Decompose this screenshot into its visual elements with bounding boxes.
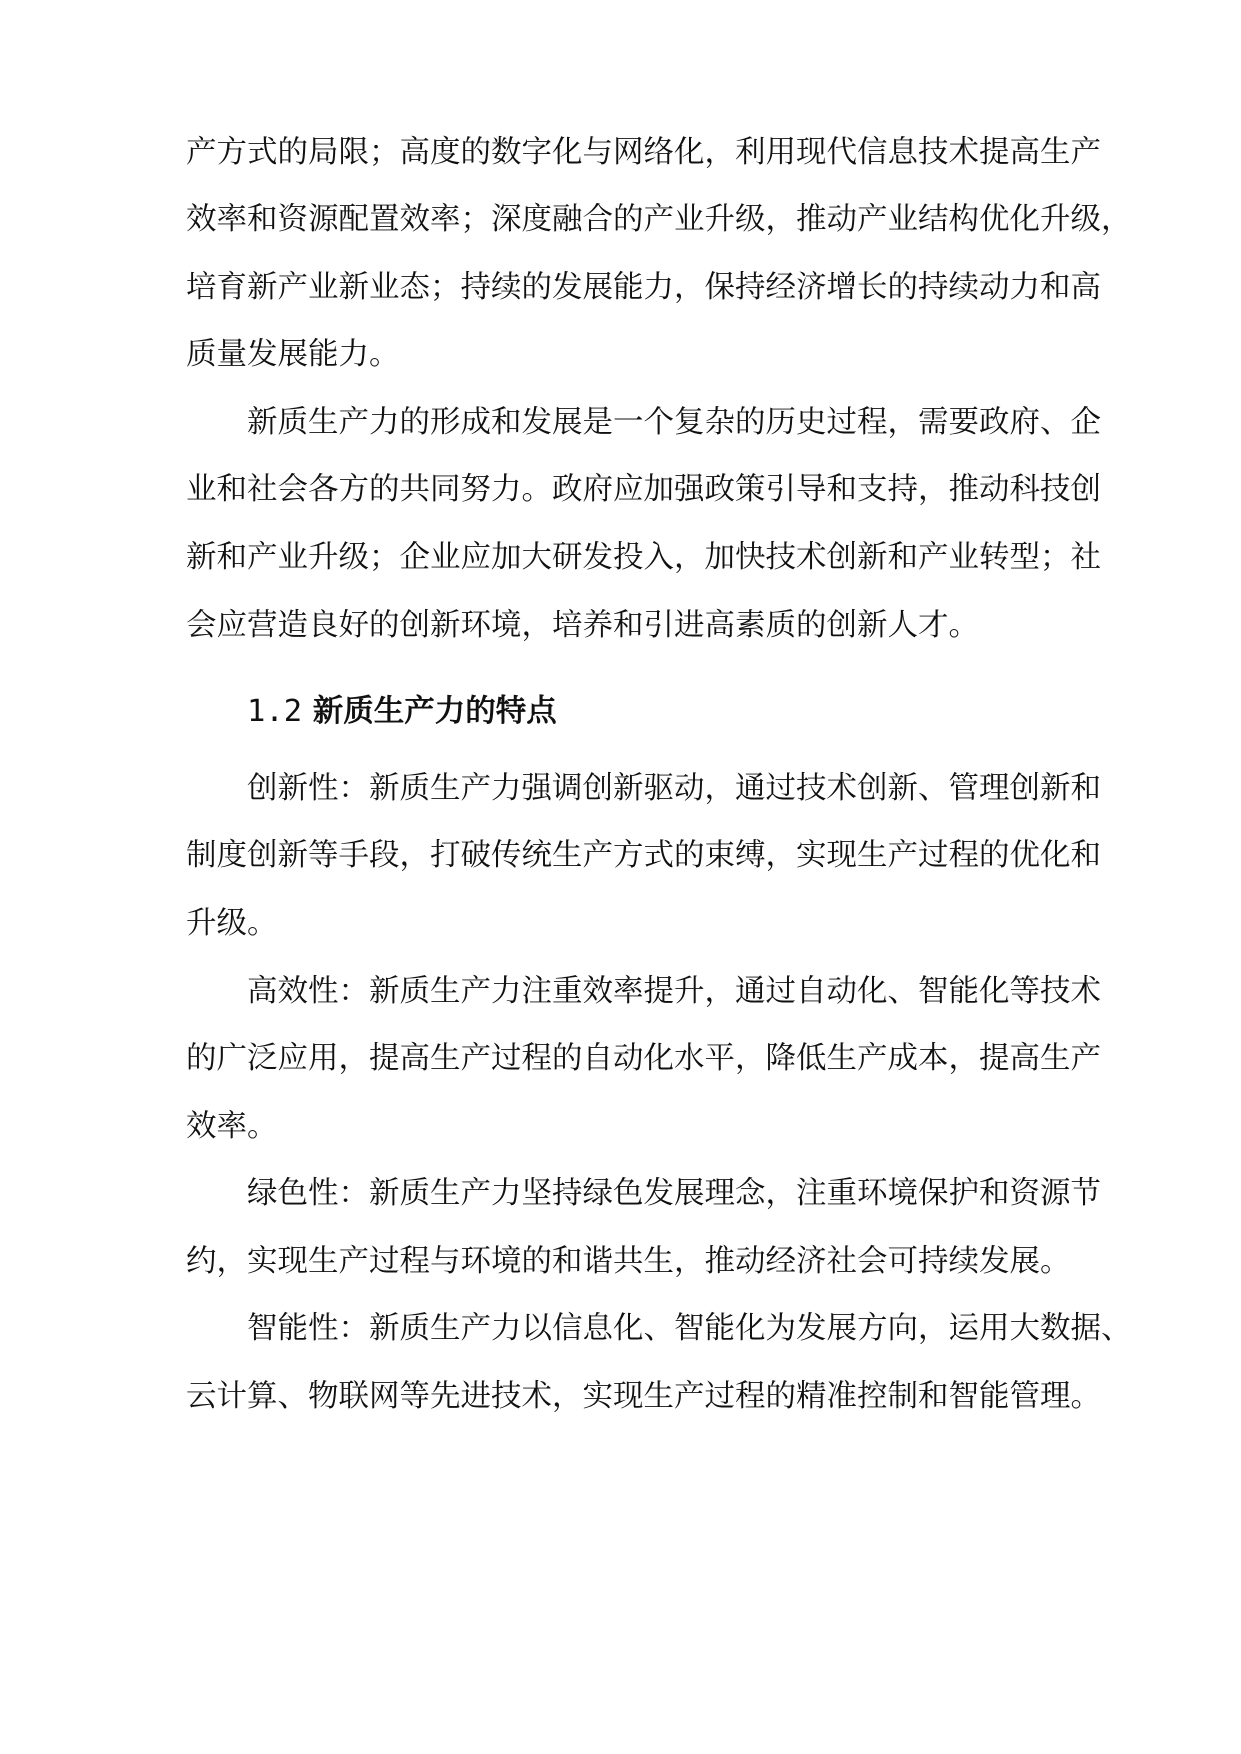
section-number: 1.2 — [247, 694, 303, 729]
section-heading — [247, 692, 557, 732]
green-line1: 绿色性：新质生产力坚持绿色发展理念，注重环境保护和资源节 — [247, 1176, 1101, 1211]
intelligent-line1: 智能性：新质生产力以信息化、智能化为发展方向，运用大数据、 — [247, 1311, 1132, 1346]
efficiency-line3: 效率。 — [186, 1109, 278, 1144]
para1-line3: 培育新产业新业态；持续的发展能力，保持经济增长的持续动力和高 — [186, 270, 1101, 305]
para2-line4: 会应营造良好的创新环境，培养和引进高素质的创新人才。 — [186, 608, 979, 643]
innovation-line1: 创新性：新质生产力强调创新驱动，通过技术创新、管理创新和 — [247, 771, 1101, 806]
innovation-line2: 制度创新等手段，打破传统生产方式的束缚，实现生产过程的优化和 — [186, 838, 1101, 873]
section-title: 新质生产力的特点 — [312, 694, 557, 729]
innovation-line3: 升级。 — [186, 906, 278, 941]
para2-line2: 业和社会各方的共同努力。政府应加强政策引导和支持，推动科技创 — [186, 472, 1101, 507]
para1-line1: 产方式的局限；高度的数字化与网络化，利用现代信息技术提高生产 — [186, 135, 1101, 170]
para2-line3: 新和产业升级；企业应加大研发投入，加快技术创新和产业转型；社 — [186, 540, 1101, 575]
green-line2: 约，实现生产过程与环境的和谐共生，推动经济社会可持续发展。 — [186, 1244, 1071, 1279]
para1-line4: 质量发展能力。 — [186, 337, 400, 372]
efficiency-line2: 的广泛应用，提高生产过程的自动化水平，降低生产成本，提高生产 — [186, 1041, 1101, 1076]
efficiency-line1: 高效性：新质生产力注重效率提升，通过自动化、智能化等技术 — [247, 974, 1101, 1009]
para2-line1: 新质生产力的形成和发展是一个复杂的历史过程，需要政府、企 — [247, 405, 1101, 440]
intelligent-line2: 云计算、物联网等先进技术，实现生产过程的精准控制和智能管理。 — [186, 1379, 1101, 1414]
para1-line2: 效率和资源配置效率；深度融合的产业升级，推动产业结构优化升级， — [186, 202, 1132, 237]
